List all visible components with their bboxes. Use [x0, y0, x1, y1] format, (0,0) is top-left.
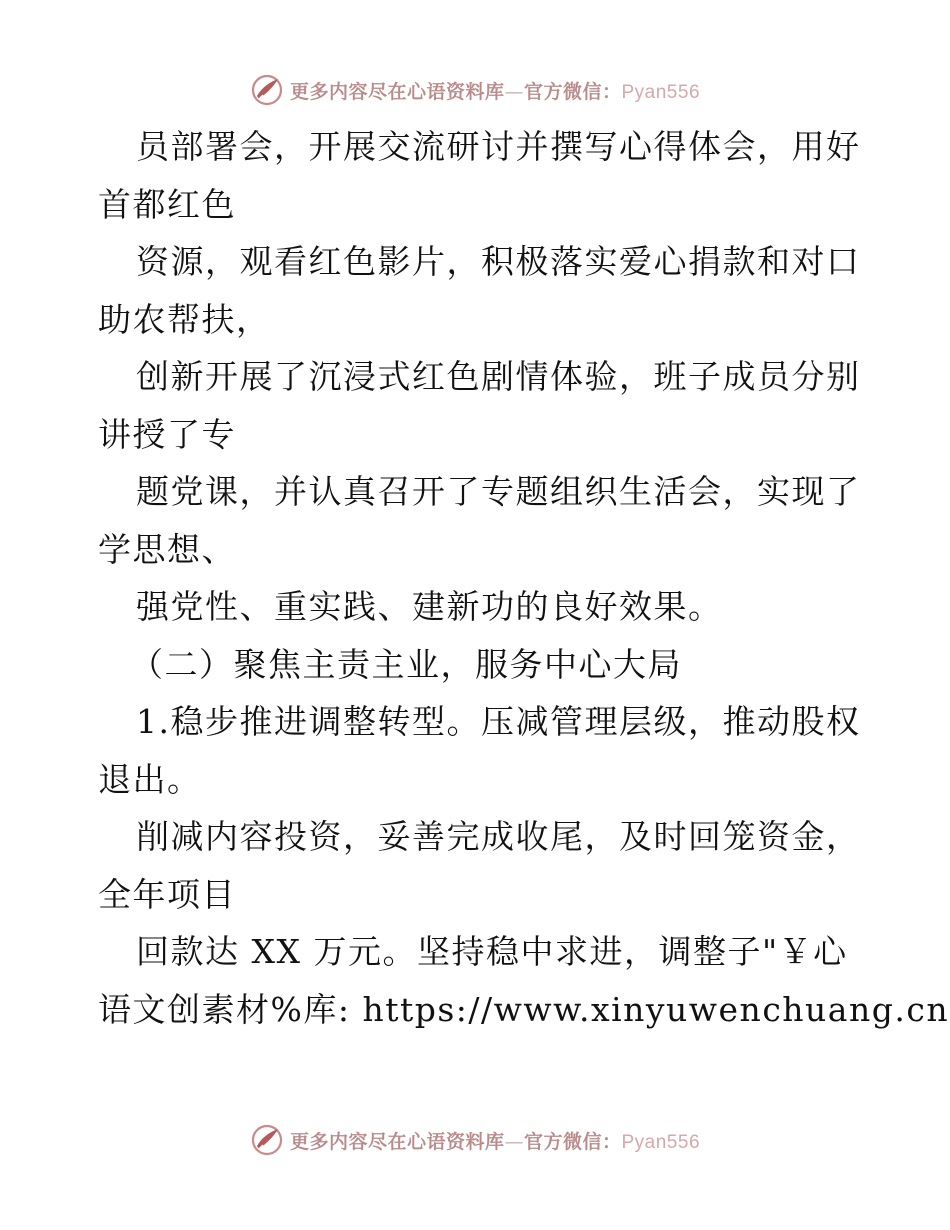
body-line: 员部署会，开展交流研讨并撰写心得体会，用好 — [136, 127, 861, 166]
watermark-separator: — — [504, 1130, 524, 1153]
watermark-wechat-id: Pyan556 — [621, 1131, 701, 1153]
section-heading: （二）聚焦主责主业，服务中心大局 — [130, 644, 682, 684]
watermark-text — [290, 1127, 700, 1154]
body-line: 题党课，并认真召开了专题组织生活会，实现了 — [136, 472, 861, 511]
watermark-wechat-label: 官方微信： — [523, 80, 622, 103]
document-body — [98, 118, 950, 1038]
body-line: 首都红色 — [98, 184, 236, 224]
body-line: 资源，观看红色影片，积极落实爱心捐款和对口 — [136, 242, 861, 281]
body-line: 创新开展了沉浸式红色剧情体验，班子成员分别 — [136, 357, 861, 396]
body-line: 全年项目 — [98, 874, 236, 914]
body-line: 退出。 — [98, 759, 202, 799]
body-line: 1.稳步推进调整转型。压减管理层级，推动股权 — [136, 702, 861, 741]
footer-watermark — [0, 1120, 950, 1160]
watermark-brand: 更多内容尽在心语资料库 — [289, 1130, 505, 1153]
body-line: 削减内容投资，妥善完成收尾，及时回笼资金， — [136, 817, 861, 856]
header-watermark — [0, 70, 950, 110]
body-line: 强党性、重实践、建新功的良好效果。 — [136, 587, 723, 626]
pen-nib-circle-icon — [250, 1123, 284, 1157]
body-line: 助农帮扶， — [98, 299, 271, 339]
body-line: 学思想、 — [98, 529, 236, 569]
watermark-wechat-label: 官方微信： — [523, 1130, 622, 1153]
watermark-text — [290, 77, 700, 104]
body-line: 讲授了专 — [98, 414, 236, 454]
watermark-separator: — — [504, 80, 524, 103]
body-line: 回款达 XX 万元。坚持稳中求进，调整子"￥心 — [136, 932, 848, 971]
body-line: 语文创素材%库: https://www.xinyuwenchuang.cn — [98, 989, 950, 1029]
watermark-brand: 更多内容尽在心语资料库 — [289, 80, 505, 103]
watermark-wechat-id: Pyan556 — [621, 81, 701, 103]
pen-nib-circle-icon — [250, 73, 284, 107]
